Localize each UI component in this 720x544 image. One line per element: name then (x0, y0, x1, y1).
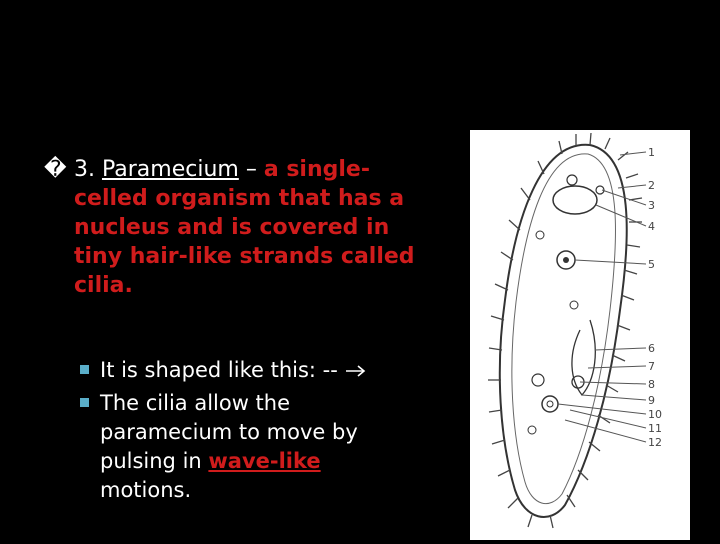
list-item (80, 356, 410, 385)
label-2: 2 (648, 179, 655, 192)
bullet-square-icon (80, 365, 89, 374)
paramecium-diagram (470, 130, 690, 540)
label-8: 8 (648, 378, 655, 391)
paramecium-drawing (470, 130, 690, 540)
label-4: 4 (648, 220, 655, 233)
right-arrow-icon (345, 364, 367, 378)
label-3: 3 (648, 199, 655, 212)
bullet-content (74, 155, 444, 300)
definition-first: a single- (263, 157, 370, 182)
title-band (0, 0, 720, 113)
wave-like-highlight: wave-like (208, 449, 321, 473)
definition-rest: celled organism that has a nucleus and is covered in tiny hair-like strands called cilia. (74, 186, 415, 298)
label-10: 10 (648, 408, 662, 421)
bullet-square-icon (80, 398, 89, 407)
cilia-text-before: The cilia allow the paramecium to move by pulsing in (100, 391, 358, 473)
label-6: 6 (648, 342, 655, 355)
label-1: 1 (648, 146, 655, 159)
bullet-marker: � (44, 157, 67, 182)
main-bullet (44, 155, 444, 300)
label-9: 9 (648, 394, 655, 407)
label-11: 11 (648, 422, 662, 435)
shape-text: It is shaped like this: -- (100, 358, 338, 382)
term-paramecium: Paramecium (101, 157, 239, 182)
list-item (80, 389, 410, 505)
label-12: 12 (648, 436, 662, 449)
label-7: 7 (648, 360, 655, 373)
cilia-text-after: motions. (100, 478, 192, 502)
sub-list (80, 356, 410, 509)
label-5: 5 (648, 258, 655, 271)
item-number: 3. (74, 157, 102, 182)
dash: – (238, 157, 264, 182)
